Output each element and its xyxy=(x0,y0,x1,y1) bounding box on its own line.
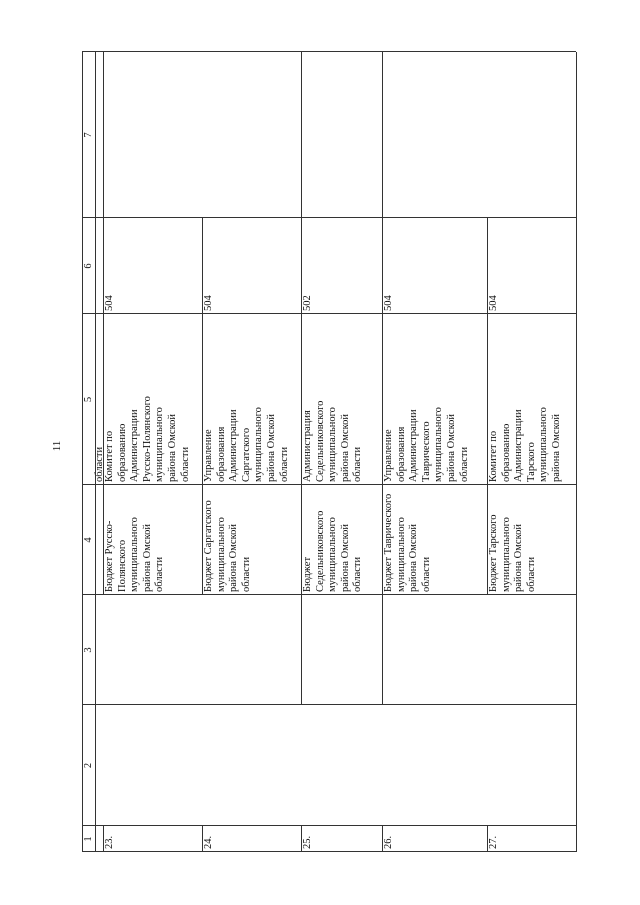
page-number: 11 xyxy=(51,440,63,452)
code: 504 xyxy=(383,295,394,311)
row-number: 25. xyxy=(302,835,313,849)
budget-name: Бюджет Седельниковского муниципального района Омской области xyxy=(302,510,364,592)
administrator-name: Комитет по образованию Администрации Тарского муниципального района Омской xyxy=(488,407,562,482)
col-header-6: 6 xyxy=(83,263,94,269)
continuation-text: области xyxy=(94,446,105,482)
col-header-4: 4 xyxy=(83,537,94,543)
administrator-name: Управление образования Администрации Саргатского муниципального района Омской области xyxy=(203,407,290,482)
col-header-5: 5 xyxy=(83,396,94,403)
budget-name: Бюджет Русско- Полянского муниципального района Омской области xyxy=(104,517,166,592)
row-number: 26. xyxy=(383,835,394,849)
row-number: 24. xyxy=(203,835,214,849)
col-header-3: 3 xyxy=(83,647,94,653)
budget-name: Бюджет Тарского муниципального района Омской области xyxy=(488,514,537,592)
budget-name: Бюджет Саргатского муниципального района Омской области xyxy=(203,500,252,592)
administrator-name: Управление образования Администрации Таврического муниципального района Омской области xyxy=(383,407,470,482)
rotated-table xyxy=(82,52,602,852)
administrator-name: Администрация Седельниковского муниципального района Омской области xyxy=(302,400,364,482)
code: 504 xyxy=(203,295,214,311)
row-number: 23. xyxy=(104,835,115,849)
code: 502 xyxy=(302,295,313,311)
budget-name: Бюджет Таврического муниципального района Омской области xyxy=(383,493,432,592)
row-number: 27. xyxy=(488,835,499,849)
col-header-1: 1 xyxy=(83,836,94,842)
code: 504 xyxy=(104,295,115,311)
administrator-name: Комитет по образованию Администрации Русско-Полянского муниципального района Омской области xyxy=(104,396,191,482)
code: 504 xyxy=(488,295,499,311)
col-header-7: 7 xyxy=(83,132,94,138)
col-header-2: 2 xyxy=(83,762,94,769)
